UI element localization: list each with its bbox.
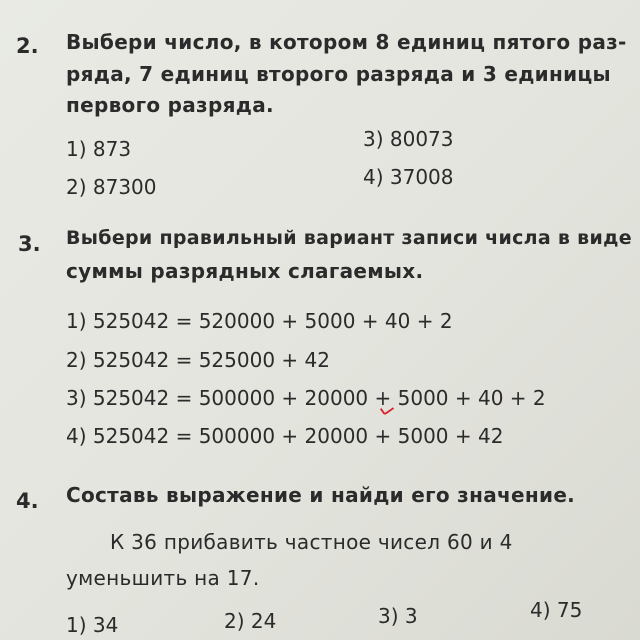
task-3-option-3: 3) 525042 = 500000 + 20000 + 5000 + 40 + 2 (66, 386, 546, 410)
task-2-number: 2. (16, 34, 39, 58)
task-2-text-line-2: ряда, 7 единиц второго разряда и 3 единицы (66, 62, 611, 86)
task-3-text-line-1: Выбери правильный вариант записи числа в виде (66, 227, 632, 249)
task-4-text-line-2: К 36 прибавить частное чисел 60 и 4 (110, 530, 513, 554)
task-3-option-4: 4) 525042 = 500000 + 20000 + 5000 + 42 (66, 424, 504, 448)
task-4-option-2: 2) 24 (224, 609, 277, 633)
task-2-text-line-3: первого разряда. (66, 93, 274, 117)
task-3-number: 3. (18, 232, 41, 256)
task-4-text-line-1: Составь выражение и найди его значение. (66, 483, 576, 507)
task-3-option-1: 1) 525042 = 520000 + 5000 + 40 + 2 (66, 309, 453, 333)
task-2-option-1: 1) 873 (66, 137, 132, 161)
task-2-option-2: 2) 87300 (66, 175, 157, 199)
task-2-text-line-1: Выбери число, в котором 8 единиц пятого раз- (66, 30, 627, 54)
task-4-option-1: 1) 34 (66, 613, 119, 637)
task-3-option-2: 2) 525042 = 525000 + 42 (66, 348, 330, 372)
task-3-text-line-2: суммы разрядных слагаемых. (66, 259, 424, 283)
task-4-text-line-3: уменьшить на 17. (66, 566, 260, 590)
task-4-option-3: 3) 3 (378, 604, 418, 628)
task-4-number: 4. (16, 489, 39, 513)
task-2-option-4: 4) 37008 (363, 165, 454, 189)
task-2-option-3: 3) 80073 (363, 127, 454, 151)
task-4-option-4: 4) 75 (530, 598, 583, 622)
